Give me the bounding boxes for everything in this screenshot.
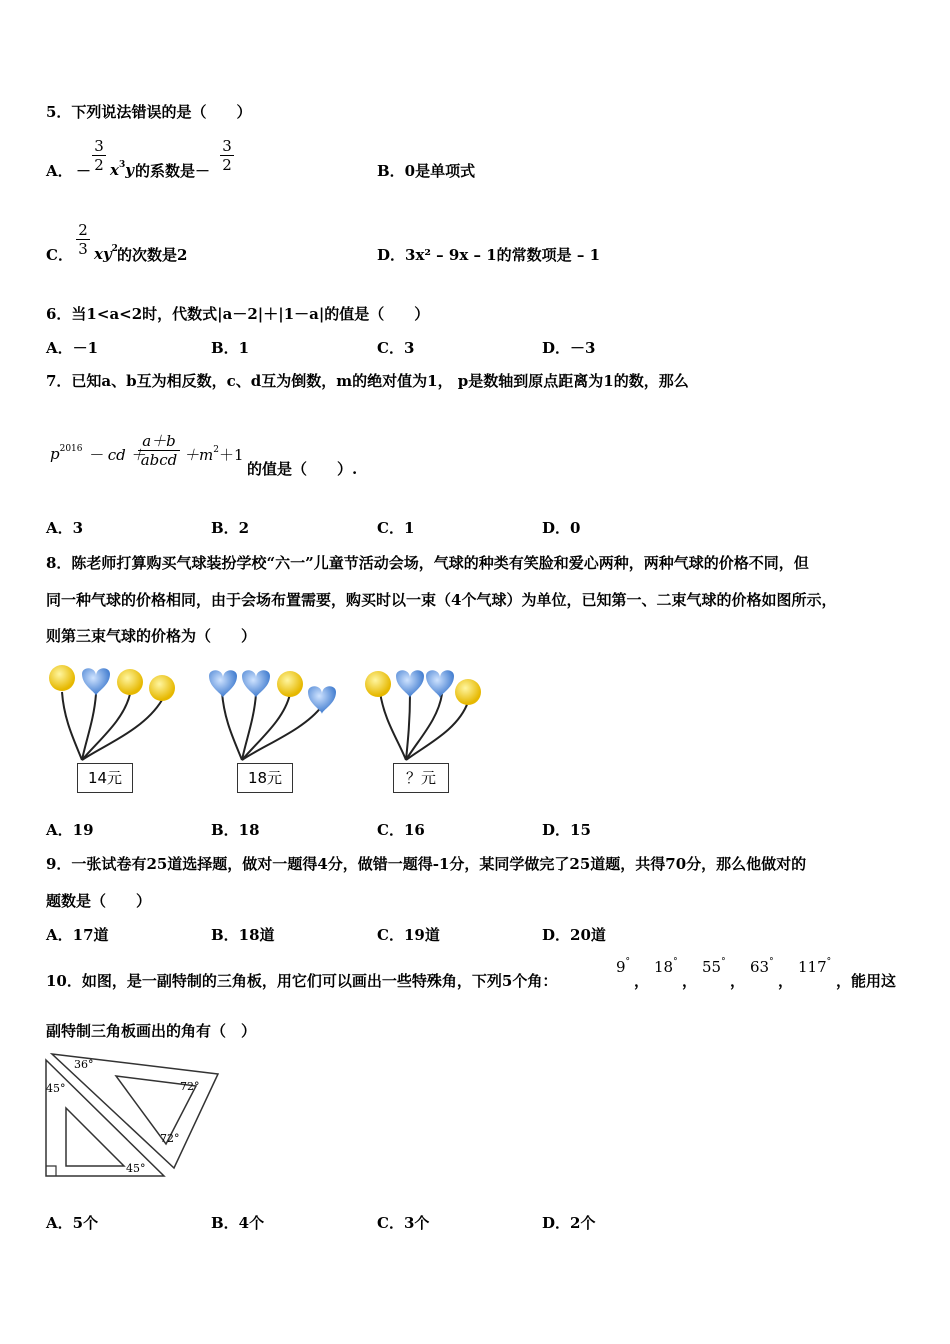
balloon-bunch-1 bbox=[49, 665, 175, 760]
q10-option-d: D．2个 bbox=[542, 1214, 596, 1232]
angle-label-45-bottom: 45° bbox=[126, 1162, 146, 1175]
q10-line-1a: 10．如图，是一副特制的三角板，用它们可以画出一些特殊角，下列5个角： bbox=[46, 972, 558, 990]
q10-sep-3: ， bbox=[730, 972, 746, 990]
q7-expr-mid: － cd ＋ bbox=[88, 446, 146, 464]
heart-balloon-icon bbox=[242, 670, 270, 698]
angle-label-72-outer: 72° bbox=[160, 1132, 180, 1145]
q6-option-a: A．－1 bbox=[46, 339, 99, 357]
q7-expr-tail: $+m^2+1$ bbox=[184, 445, 244, 464]
smile-balloon-icon bbox=[277, 671, 303, 697]
right-isosceles-triangle-inner bbox=[66, 1108, 124, 1166]
q6-option-d: D．－3 bbox=[542, 339, 596, 357]
q10-angle-2: 18° bbox=[654, 957, 678, 976]
q5-option-a-text: 的系数是－ bbox=[135, 162, 211, 180]
q5-option-c-text: 的次数是2 bbox=[117, 246, 188, 264]
angle-label-72-inner: 72° bbox=[180, 1080, 200, 1093]
q5-option-c-label: C． bbox=[46, 246, 73, 264]
triangle-set-figure bbox=[40, 1050, 225, 1185]
heart-balloon-icon bbox=[426, 670, 454, 698]
q10-angle-5: 117° bbox=[798, 957, 832, 976]
q9-line-2: 题数是（ ） bbox=[46, 892, 152, 910]
q7-option-d: D．0 bbox=[542, 519, 581, 537]
price-tag-2: 18元 bbox=[237, 763, 293, 793]
q10-sep-4: ， bbox=[778, 972, 794, 990]
balloon-bunch-3 bbox=[365, 670, 481, 760]
q5-option-b: B．0是单项式 bbox=[377, 162, 476, 180]
right-angle-marker bbox=[46, 1166, 56, 1176]
q5-option-a-minus: － bbox=[76, 162, 92, 180]
q5-option-c-term: $xy^2$ bbox=[94, 244, 118, 263]
q5-option-c-fraction: 2 3 bbox=[76, 221, 90, 258]
q9-option-c: C．19道 bbox=[377, 926, 440, 944]
q10-line-2: 副特制三角板画出的角有（ ） bbox=[46, 1022, 257, 1040]
q7-expr-fraction: a＋b abcd bbox=[138, 432, 180, 469]
q10-sep-1: ， bbox=[634, 972, 650, 990]
angle-label-45-top: 45° bbox=[46, 1082, 66, 1095]
q9-option-d: D．20道 bbox=[542, 926, 606, 944]
q10-angle-3: 55° bbox=[702, 957, 726, 976]
q10-sep-2: ， bbox=[682, 972, 698, 990]
q8-option-b: B．18 bbox=[211, 821, 260, 839]
smile-balloon-icon bbox=[455, 679, 481, 705]
q10-option-c: C．3个 bbox=[377, 1214, 430, 1232]
q6-stem: 6．当1<a<2时，代数式|a－2|＋|1－a|的值是（ ） bbox=[46, 305, 430, 323]
smile-balloon-icon bbox=[117, 669, 143, 695]
q5-option-a-label: A． bbox=[46, 162, 73, 180]
q5-option-a-term: $x^3y$ bbox=[110, 160, 134, 179]
q10-option-b: B．4个 bbox=[211, 1214, 265, 1232]
smile-balloon-icon bbox=[149, 675, 175, 701]
q7-expr-p: $p^{2016}$ bbox=[50, 444, 83, 463]
q7-option-a: A．3 bbox=[46, 519, 84, 537]
q8-line-3: 则第三束气球的价格为（ ） bbox=[46, 627, 257, 645]
q6-option-b: B．1 bbox=[211, 339, 250, 357]
heart-balloon-icon bbox=[396, 670, 424, 698]
smile-balloon-icon bbox=[365, 671, 391, 697]
q6-option-c: C．3 bbox=[377, 339, 415, 357]
smile-balloon-icon bbox=[49, 665, 75, 691]
heart-balloon-icon bbox=[82, 668, 110, 696]
q10-angle-4: 63° bbox=[750, 957, 774, 976]
q8-line-2: 同一种气球的价格相同，由于会场布置需要，购买时以一束（4个气球）为单位，已知第一、二束气球的价格如图所示， bbox=[46, 591, 837, 609]
q9-line-1: 9．一张试卷有25道选择题，做对一题得4分，做错一题得-1分，某同学做完了25道题，共得70分，那么他做对的 bbox=[46, 855, 807, 873]
angle-label-36: 36° bbox=[74, 1058, 94, 1071]
q5-option-d: D．3x² – 9x – 1的常数项是 – 1 bbox=[377, 246, 601, 264]
q8-option-d: D．15 bbox=[542, 821, 591, 839]
q9-option-a: A．17道 bbox=[46, 926, 109, 944]
q5-stem: 5．下列说法错误的是（ ） bbox=[46, 103, 252, 121]
q7-option-b: B．2 bbox=[211, 519, 250, 537]
price-tag-1: 14元 bbox=[77, 763, 133, 793]
q9-option-b: B．18道 bbox=[211, 926, 275, 944]
q7-option-c: C．1 bbox=[377, 519, 415, 537]
q5-option-a-fraction-2: 3 2 bbox=[220, 137, 234, 174]
q10-line-1b: ，能用这 bbox=[836, 972, 897, 990]
q8-option-a: A．19 bbox=[46, 821, 94, 839]
q8-option-c: C．16 bbox=[377, 821, 425, 839]
q10-angle-1: 9° bbox=[616, 957, 631, 976]
q7-stem: 7．已知a、b互为相反数，c、d互为倒数，m的绝对值为1， p是数轴到原点距离为1的数，那么 bbox=[46, 372, 689, 390]
heart-balloon-icon bbox=[308, 686, 336, 714]
price-tag-3: ？元 bbox=[393, 763, 449, 793]
balloon-bunch-2 bbox=[209, 670, 336, 760]
q8-line-1: 8．陈老师打算购买气球装扮学校“六一”儿童节活动会场，气球的种类有笑脸和爱心两种，两种气球的价格不同，但 bbox=[46, 554, 809, 572]
q5-option-a-fraction: 3 2 bbox=[92, 137, 106, 174]
q7-suffix: 的值是（ ）. bbox=[247, 460, 358, 478]
heart-balloon-icon bbox=[209, 670, 237, 698]
special-triangle bbox=[52, 1054, 218, 1168]
q10-option-a: A．5个 bbox=[46, 1214, 99, 1232]
